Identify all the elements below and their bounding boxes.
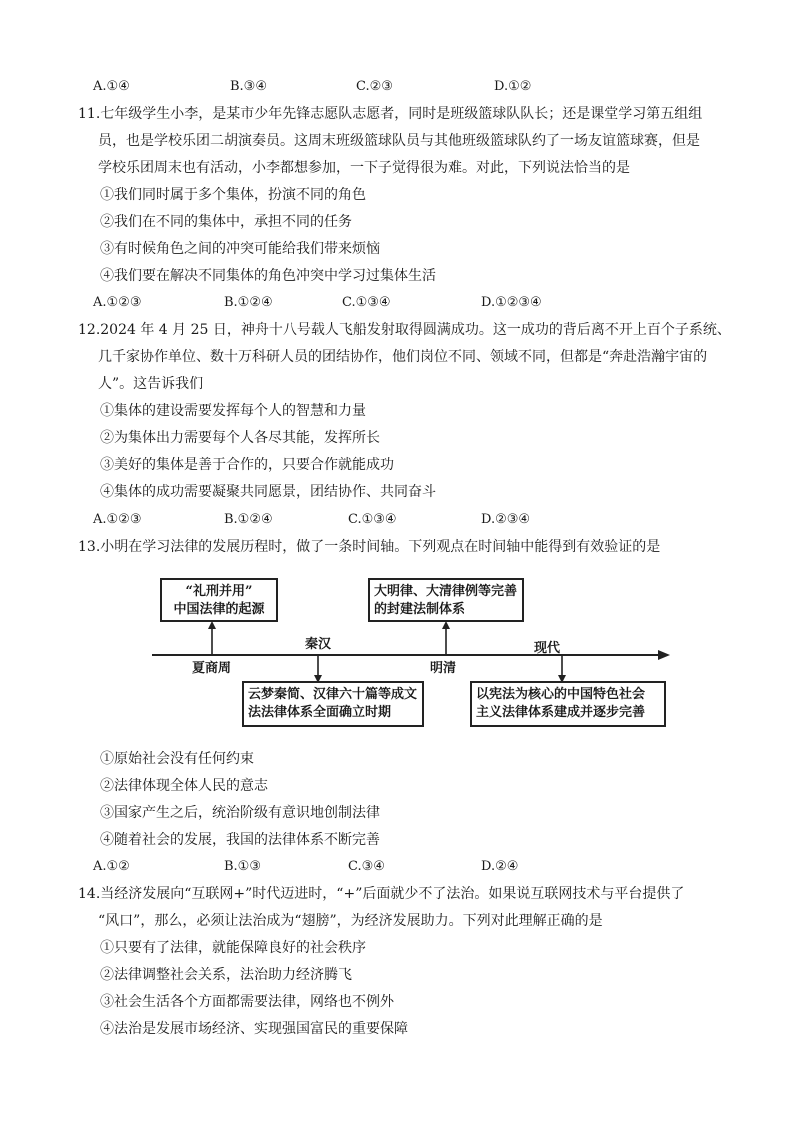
law-history-timeline (150, 575, 680, 735)
q13-stem-line-1: 13.小明在学习法律的发展历程时，做了一条时间轴。下列观点在时间轴中能得到有效验证的是 (78, 539, 661, 555)
q11-stem-line-3: 学校乐团周末也有活动，小李都想参加，一下子觉得很为难。对此，下列说法恰当的是 (98, 160, 630, 176)
q13-item-4: ④随着社会的发展，我国的法律体系不断完善 (100, 832, 380, 848)
q13-item-1: ①原始社会没有任何约束 (100, 751, 254, 767)
xia-arrowhead (208, 621, 216, 629)
q12-item-2: ②为集体出力需要每个人各尽其能，发挥所长 (100, 430, 380, 446)
timeline-box-xia: “礼刑并用” 中国法律的起源 (160, 578, 278, 622)
q11-item-3: ③有时候角色之间的冲突可能给我们带来烦恼 (100, 241, 380, 257)
q11-item-4: ④我们要在解决不同集体的角色冲突中学习过集体生活 (100, 268, 436, 284)
timeline-arrowhead (658, 650, 670, 660)
q14-item-2: ②法律调整社会关系，法治助力经济腾飞 (100, 967, 352, 983)
q12-item-3: ③美好的集体是善于合作的，只要合作就能成功 (100, 457, 394, 473)
q12-stem-line-2: 几千家协作单位、数十万科研人员的团结协作，他们岗位不同、领域不同，但都是“奔赴浩瀚宇宙的 (98, 349, 708, 365)
q10-option-a[interactable]: A.①④ (93, 79, 130, 94)
q11-stem-line-2: 员，也是学校乐团二胡演奏员。这周末班级篮球队员与其他班级篮球队约了一场友谊篮球赛，但是 (98, 133, 700, 149)
q13-option-c[interactable]: C.③④ (348, 859, 385, 874)
q11-option-b[interactable]: B.①②④ (224, 295, 273, 310)
q13-option-a[interactable]: A.①② (93, 859, 130, 874)
q11-option-c[interactable]: C.①③④ (342, 295, 391, 310)
q12-stem-line-1: 12.2024 年 4 月 25 日，神舟十八号载人飞船发射取得圆满成功。这一成功的背后离不开上百个子系统、 (78, 322, 731, 338)
q12-option-a[interactable]: A.①②③ (93, 512, 142, 527)
q11-option-a[interactable]: A.①②③ (93, 295, 142, 310)
q13-option-d[interactable]: D.②④ (481, 859, 519, 874)
q14-item-1: ①只要有了法律，就能保障良好的社会秩序 (100, 940, 366, 956)
q12-option-c[interactable]: C.①③④ (348, 512, 397, 527)
q10-option-c[interactable]: C.②③ (356, 79, 393, 94)
q14-stem-line-1: 14.当经济发展向“互联网+”时代迈进时，“+”后面就少不了法治。如果说互联网技术与平台提供了 (78, 886, 685, 902)
q11-option-d[interactable]: D.①②③④ (481, 295, 542, 310)
q13-options (0, 857, 793, 877)
q12-option-b[interactable]: B.①②④ (224, 512, 273, 527)
q10-option-b[interactable]: B.③④ (230, 79, 267, 94)
q11-item-1: ①我们同时属于多个集体，扮演不同的角色 (100, 187, 366, 203)
q14-stem-line-2: “风口”，那么，必须让法治成为“翅膀”，为经济发展助力。下列对此理解正确的是 (98, 913, 603, 929)
q12-item-4: ④集体的成功需要凝聚共同愿景，团结协作、共同奋斗 (100, 484, 436, 500)
q12-stem-line-3: 人”。这告诉我们 (98, 376, 204, 392)
q12-item-1: ①集体的建设需要发挥每个人的智慧和力量 (100, 403, 366, 419)
timeline-label-xia: 夏商周 (192, 661, 232, 676)
timeline-label-modern: 现代 (534, 641, 561, 656)
timeline-box-qin: 云梦秦简、汉律六十篇等成文 法法律体系全面确立时期 (242, 681, 424, 727)
timeline-box-ming: 大明律、大清律例等完善 的封建法制体系 (368, 578, 524, 622)
q11-options (0, 293, 793, 313)
q10-option-d[interactable]: D.①② (494, 79, 532, 94)
ming-arrowhead (442, 621, 450, 629)
q13-option-b[interactable]: B.①③ (224, 859, 261, 874)
q10-options (0, 77, 793, 97)
q14-item-4: ④法治是发展市场经济、实现强国富民的重要保障 (100, 1021, 408, 1037)
timeline-box-modern: 以宪法为核心的中国特色社会 主义法律体系建成并逐步完善 (470, 681, 666, 727)
q14-item-3: ③社会生活各个方面都需要法律，网络也不例外 (100, 994, 394, 1010)
q12-option-d[interactable]: D.②③④ (481, 512, 531, 527)
timeline-label-ming: 明清 (430, 661, 457, 676)
q13-item-2: ②法律体现全体人民的意志 (100, 778, 268, 794)
q11-stem-line-1: 11.七年级学生小李，是某市少年先锋志愿队志愿者，同时是班级篮球队队长；还是课堂学习第五组组 (78, 106, 703, 122)
q13-item-3: ③国家产生之后，统治阶级有意识地创制法律 (100, 805, 380, 821)
timeline-label-qin: 秦汉 (305, 637, 332, 652)
q12-options (0, 510, 793, 530)
q11-item-2: ②我们在不同的集体中，承担不同的任务 (100, 214, 352, 230)
